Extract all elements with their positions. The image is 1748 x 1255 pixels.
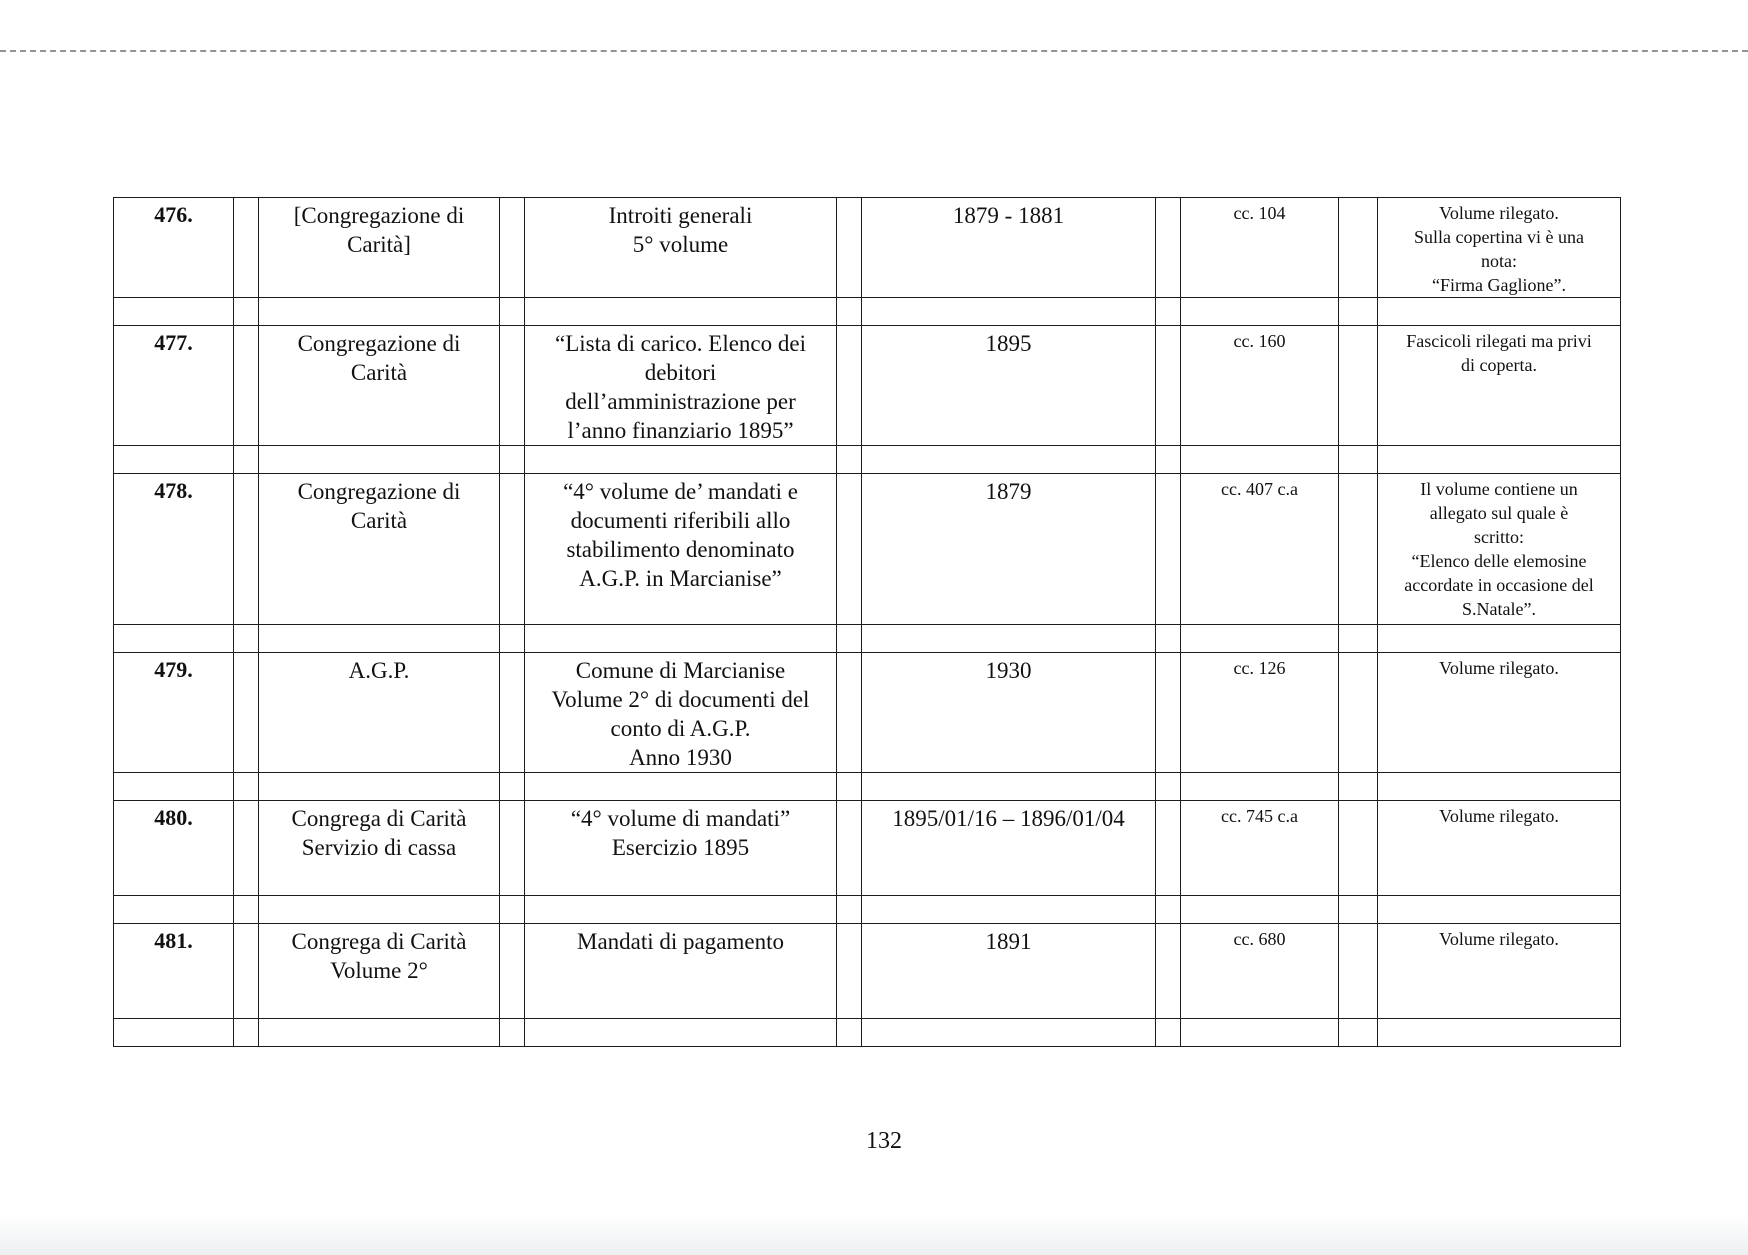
record-number-cell: [114, 198, 234, 298]
record-number-cell: [114, 474, 234, 625]
separator-cell: [837, 801, 862, 896]
separator-cell: [500, 653, 525, 773]
record-entity: Congregazione di Carità: [297, 479, 461, 533]
record-title: Comune di Marcianise Volume 2° di documenti del conto di A.G.P. Anno 1930: [551, 658, 810, 770]
separator-cell: [1156, 924, 1181, 1019]
separator-cell: [234, 326, 259, 446]
spacer-row: [114, 773, 1621, 801]
spacer-row: [114, 1019, 1621, 1047]
separator-cell: [500, 198, 525, 298]
separator-cell: [837, 326, 862, 446]
separator-cell: [500, 474, 525, 625]
archive-inventory-table: [113, 197, 1621, 1047]
separator-cell: [500, 326, 525, 446]
spacer-row: [114, 625, 1621, 653]
record-pages: cc. 104: [1233, 203, 1286, 223]
record-title: Introiti generali 5° volume: [608, 203, 753, 257]
record-number: 477.: [154, 330, 193, 355]
separator-cell: [1156, 801, 1181, 896]
notes-cell: [1378, 474, 1621, 625]
title-cell: [525, 801, 837, 896]
entity-cell: [259, 474, 500, 625]
record-number-cell: [114, 801, 234, 896]
record-number-cell: [114, 924, 234, 1019]
notes-cell: [1378, 924, 1621, 1019]
pages-cell: [1181, 801, 1339, 896]
separator-cell: [234, 801, 259, 896]
record-entity: A.G.P.: [348, 658, 410, 683]
separator-cell: [234, 924, 259, 1019]
title-cell: [525, 653, 837, 773]
record-notes: Volume rilegato.: [1439, 658, 1559, 678]
dates-cell: [862, 653, 1156, 773]
record-title: “4° volume di mandati” Esercizio 1895: [570, 806, 791, 860]
record-number: 480.: [154, 805, 193, 830]
record-notes: Volume rilegato.: [1439, 806, 1559, 826]
record-dates: 1879: [985, 479, 1032, 504]
dates-cell: [862, 474, 1156, 625]
table-row: [114, 198, 1621, 298]
record-notes: Il volume contiene un allegato sul quale è scritto: “Elenco delle elemosine accordate in occasione del S.Natale”.: [1404, 479, 1594, 619]
dates-cell: [862, 326, 1156, 446]
record-number: 479.: [154, 657, 193, 682]
spacer-row: [114, 446, 1621, 474]
scan-dashed-rule: [0, 50, 1748, 52]
title-cell: [525, 474, 837, 625]
record-number-cell: [114, 653, 234, 773]
title-cell: [525, 326, 837, 446]
record-pages: cc. 160: [1233, 331, 1286, 351]
dates-cell: [862, 801, 1156, 896]
dates-cell: [862, 924, 1156, 1019]
pages-cell: [1181, 924, 1339, 1019]
separator-cell: [500, 924, 525, 1019]
record-dates: 1930: [985, 658, 1032, 683]
separator-cell: [1156, 198, 1181, 298]
entity-cell: [259, 326, 500, 446]
table-row: [114, 801, 1621, 896]
entity-cell: [259, 801, 500, 896]
pages-cell: [1181, 326, 1339, 446]
spacer-row: [114, 298, 1621, 326]
scan-shadow: [0, 1215, 1748, 1255]
page-number: 132: [866, 1128, 902, 1154]
separator-cell: [837, 474, 862, 625]
separator-cell: [1339, 924, 1378, 1019]
separator-cell: [1339, 474, 1378, 625]
dates-cell: [862, 198, 1156, 298]
entity-cell: [259, 653, 500, 773]
record-number: 481.: [154, 928, 193, 953]
separator-cell: [837, 198, 862, 298]
record-pages: cc. 126: [1233, 658, 1286, 678]
pages-cell: [1181, 653, 1339, 773]
separator-cell: [1156, 326, 1181, 446]
record-entity: Congregazione di Carità: [297, 331, 461, 385]
pages-cell: [1181, 474, 1339, 625]
record-notes: Fascicoli rilegati ma privi di coperta.: [1406, 331, 1592, 375]
separator-cell: [837, 653, 862, 773]
record-notes: Volume rilegato.: [1439, 929, 1559, 949]
record-title: “Lista di carico. Elenco dei debitori dell’amministrazione per l’anno finanziario 1895”: [555, 331, 806, 443]
separator-cell: [1339, 198, 1378, 298]
record-entity: Congrega di Carità Servizio di cassa: [291, 806, 467, 860]
record-dates: 1879 - 1881: [952, 203, 1065, 228]
separator-cell: [234, 198, 259, 298]
record-notes: Volume rilegato. Sulla copertina vi è una nota: “Firma Gaglione”.: [1414, 203, 1584, 295]
record-number: 476.: [154, 202, 193, 227]
table-row: [114, 474, 1621, 625]
notes-cell: [1378, 326, 1621, 446]
spacer-row: [114, 896, 1621, 924]
separator-cell: [500, 801, 525, 896]
entity-cell: [259, 924, 500, 1019]
record-dates: 1895: [985, 331, 1032, 356]
table-row: [114, 326, 1621, 446]
notes-cell: [1378, 801, 1621, 896]
notes-cell: [1378, 198, 1621, 298]
record-pages: cc. 745 c.a: [1221, 806, 1298, 826]
separator-cell: [1156, 653, 1181, 773]
notes-cell: [1378, 653, 1621, 773]
separator-cell: [1339, 801, 1378, 896]
pages-cell: [1181, 198, 1339, 298]
separator-cell: [1156, 474, 1181, 625]
record-title: “4° volume de’ mandati e documenti riferibili allo stabilimento denominato A.G.P. in Marcianise”: [563, 479, 798, 591]
entity-cell: [259, 198, 500, 298]
separator-cell: [1339, 653, 1378, 773]
title-cell: [525, 924, 837, 1019]
separator-cell: [837, 924, 862, 1019]
separator-cell: [234, 474, 259, 625]
record-dates: 1891: [985, 929, 1032, 954]
title-cell: [525, 198, 837, 298]
record-number-cell: [114, 326, 234, 446]
record-number: 478.: [154, 478, 193, 503]
record-pages: cc. 407 c.a: [1221, 479, 1298, 499]
record-pages: cc. 680: [1233, 929, 1286, 949]
record-entity: [Congregazione di Carità]: [293, 203, 465, 257]
separator-cell: [1339, 326, 1378, 446]
record-entity: Congrega di Carità Volume 2°: [291, 929, 467, 983]
table-row: [114, 924, 1621, 1019]
record-dates: 1895/01/16 – 1896/01/04: [892, 806, 1125, 831]
separator-cell: [234, 653, 259, 773]
record-title: Mandati di pagamento: [577, 929, 784, 954]
table-row: [114, 653, 1621, 773]
